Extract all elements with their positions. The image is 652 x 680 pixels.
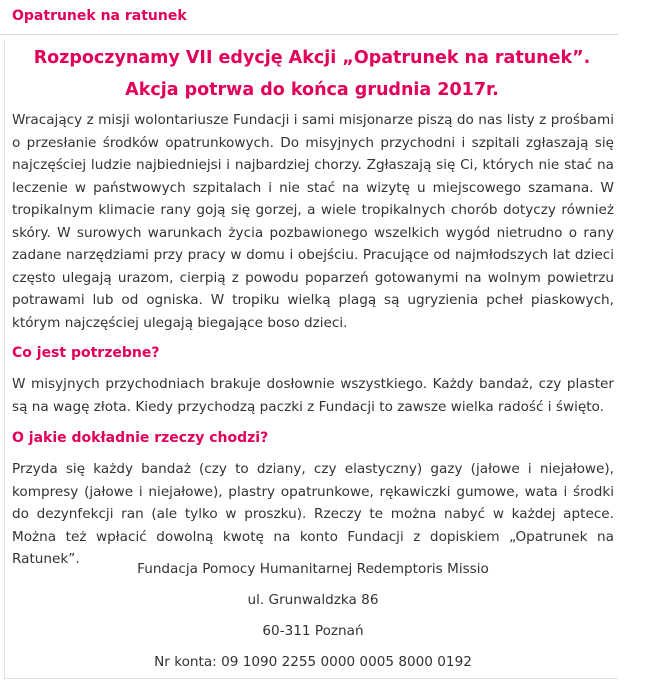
- headline-line-2: Akcja potrwa do końca grudnia 2017r.: [125, 80, 499, 100]
- headline-line-1: Rozpoczynamy VII edycję Akcji „Opatrunek na ratunek”.: [33, 48, 591, 68]
- foundation-street: ul. Grunwaldzka 86: [247, 592, 379, 608]
- intro-paragraph: Wracający z misji wolontariusze Fundacji i sami misjonarze piszą do nas listy z prośbami o przesłanie środków opatrunkowych. Do misyjnych przychodni i szpitali zgłaszają się najczęściej ludzie najbiedniejsi i najbardziej chorzy. Zgłaszają się Ci, których nie stać na leczenie w państwowych szpitalach i nie stać na wizytę u miejscowego szamana. W tropikalnym klimacie rany goją się gorzej, a wiele tropikalnych chorób dotyczy również skóry. W surowych warunkach życia pozbawionego wszelkich wygód nietrudno o rany zadane narzędziami przy pracy w domu i obejściu. Pracujące od najmłodszych lat dzieci często ulegają urazom, cierpią z powodu poparzeń gotowanymi na wolnym powietrzu potrawami lub od ogniska. W tropiku wielką plagą są ugryzienia pcheł piaskowych, którym najczęściej ulegają biegające boso dzieci.: [12, 112, 614, 331]
- foundation-name: Fundacja Pomocy Humanitarnej Redemptoris Missio: [137, 561, 489, 577]
- items-paragraph: Przyda się każdy bandaż (czy to dziany, czy elastyczny) gazy (jałowe i niejałowe), kompresy (jałowe i niejałowe), plastry opatrunkowe, rękawiczki gumowe, wata i środki do dezynfekcji ran (ale tylko w proszku). Rzeczy te można nabyć w każdej aptece. Można też wpłacić dowolną kwotę na konto Fundacji z dopiskiem „Opatrunek na Ratunek”.: [12, 461, 614, 567]
- content-border-left: [4, 40, 5, 680]
- section-heading-needs: Co jest potrzebne?: [12, 345, 160, 361]
- article-title: Opatrunek na ratunek: [12, 8, 187, 24]
- content-border-bottom: [4, 678, 618, 679]
- bank-account-number: Nr konta: 09 1090 2255 0000 0005 8000 0192: [154, 654, 472, 670]
- foundation-city: 60-311 Poznań: [262, 623, 364, 639]
- article-header: [0, 0, 618, 35]
- needs-paragraph: W misyjnych przychodniach brakuje dosłownie wszystkiego. Każdy bandaż, czy plaster są na wagę złota. Kiedy przychodzą paczki z Fundacji to zawsze wielka radość i święto.: [12, 376, 614, 415]
- section-heading-items: O jakie dokładnie rzeczy chodzi?: [12, 430, 269, 446]
